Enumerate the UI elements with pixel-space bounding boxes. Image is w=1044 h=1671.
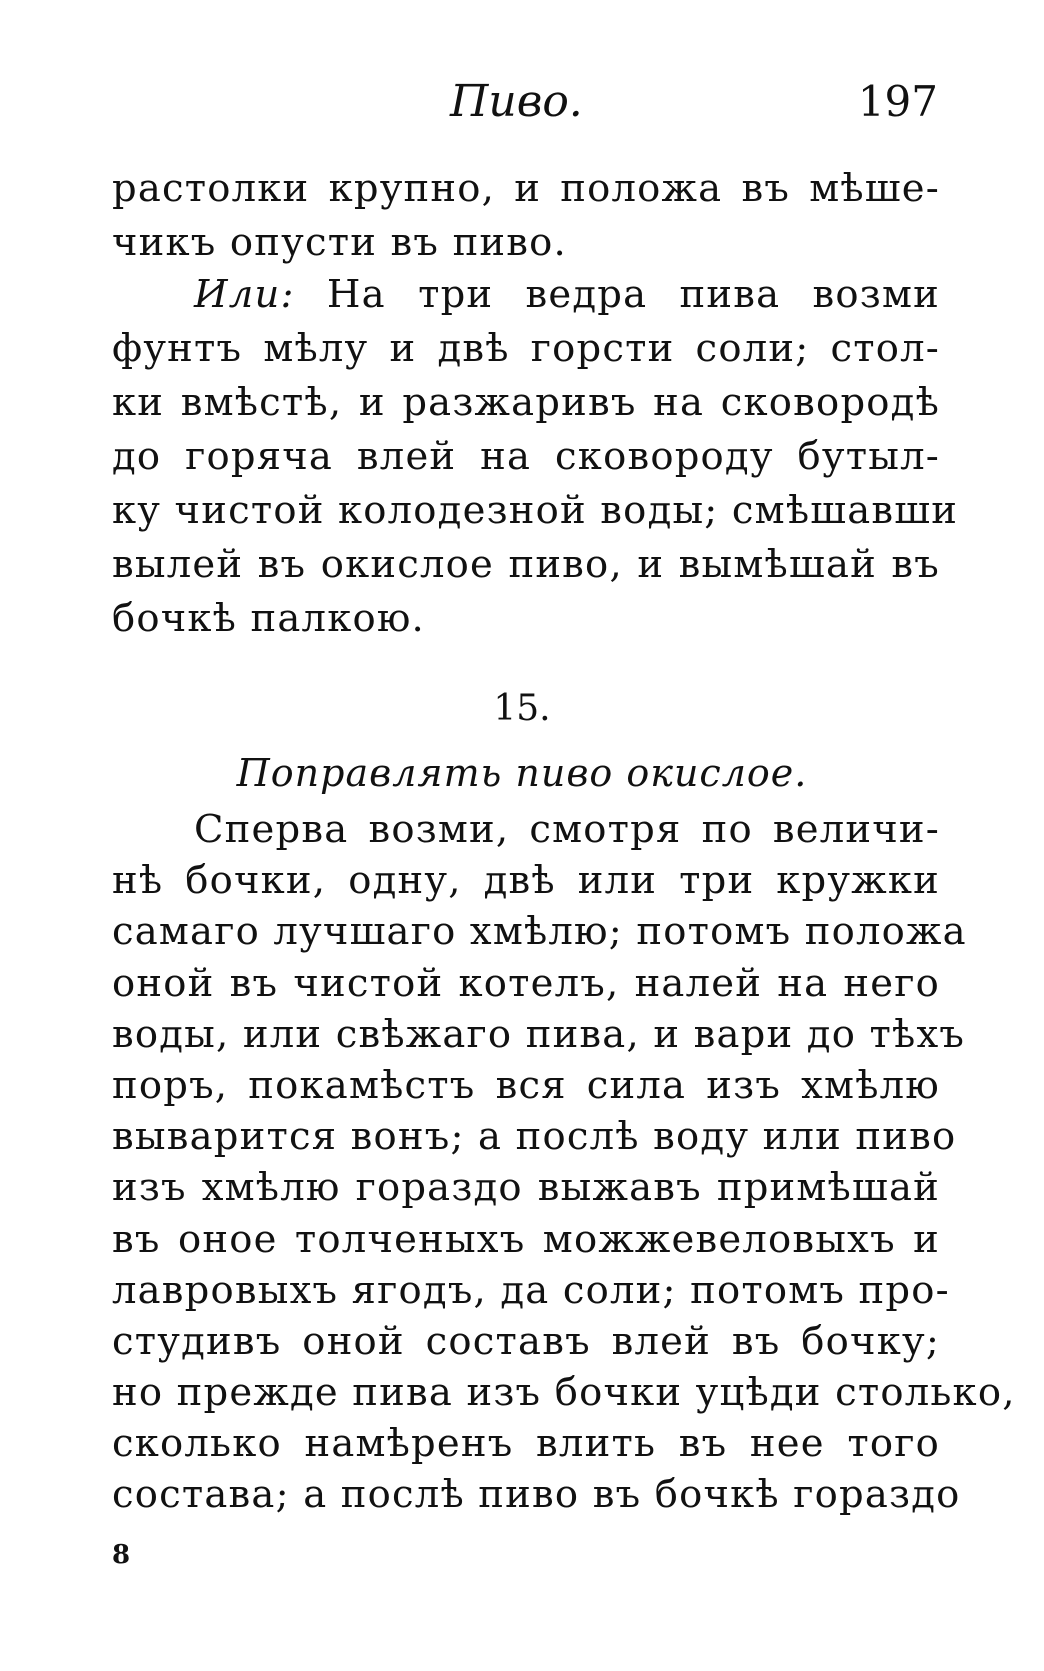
text-line: бочкѣ палкою. bbox=[112, 596, 425, 641]
paragraph-alternative-recipe bbox=[112, 268, 959, 646]
text-line-rest: На три ведра пива возми bbox=[326, 272, 940, 317]
text-line: лавровыхъ ягодъ, да соли; потомъ про- bbox=[112, 1267, 950, 1313]
running-title: Пиво. bbox=[450, 76, 583, 127]
text-line: самаго лучшаго хмѣлю; потомъ положа bbox=[112, 909, 967, 955]
paragraph-continued bbox=[112, 162, 940, 270]
text-line: состава; а послѣ пиво въ бочкѣ гораздо bbox=[112, 1472, 961, 1518]
text-line: оной въ чистой котелъ, налей на него bbox=[112, 960, 940, 1006]
page-number: 197 bbox=[857, 77, 938, 126]
text-line: въ оное толченыхъ можжевеловыхъ и bbox=[112, 1216, 940, 1262]
text-line: Сперва возми, смотря по величи- bbox=[194, 807, 940, 852]
text-line: воды, или свѣжаго пива, и вари до тѣхъ bbox=[112, 1011, 966, 1057]
text-line: ки вмѣстѣ, и разжаривъ на сковородѣ bbox=[112, 380, 940, 425]
text-line: ку чистой колодезной воды; смѣшавши bbox=[112, 488, 959, 533]
text-line: до горяча влей на сковороду бутыл- bbox=[112, 434, 940, 479]
running-head bbox=[110, 72, 940, 132]
section-number: 15. bbox=[493, 688, 551, 729]
text-line: поръ, покамѣстъ вся сила изъ хмѣлю bbox=[112, 1062, 940, 1108]
text-line: но прежде пива изъ бочки уцѣди столько, bbox=[112, 1370, 1016, 1416]
text-line: растолки крупно, и положа въ мѣше- bbox=[112, 166, 940, 211]
text-line bbox=[112, 268, 940, 322]
section-title: Поправлять пиво окислое. bbox=[236, 751, 808, 795]
text-line: нѣ бочки, одну, двѣ или три кружки bbox=[112, 858, 940, 904]
text-line: вылей въ окислое пиво, и вымѣшай въ bbox=[112, 542, 940, 587]
text-line: фунтъ мѣлу и двѣ горсти соли; стол- bbox=[112, 326, 940, 371]
paragraph-section-body bbox=[112, 804, 1016, 1521]
text-line: сколько намѣренъ влить въ нее того bbox=[112, 1421, 940, 1467]
text-line: студивъ оной составъ влей въ бочку; bbox=[112, 1318, 940, 1364]
text-line: изъ хмѣлю гораздо выжавъ примѣшай bbox=[112, 1165, 940, 1211]
text-line: выварится вонъ; а послѣ воду или пиво bbox=[112, 1114, 957, 1160]
signature-mark: 8 bbox=[112, 1540, 131, 1570]
text-line: чикъ опусти въ пиво. bbox=[112, 220, 567, 265]
paragraph-lead: Или: bbox=[194, 272, 295, 317]
